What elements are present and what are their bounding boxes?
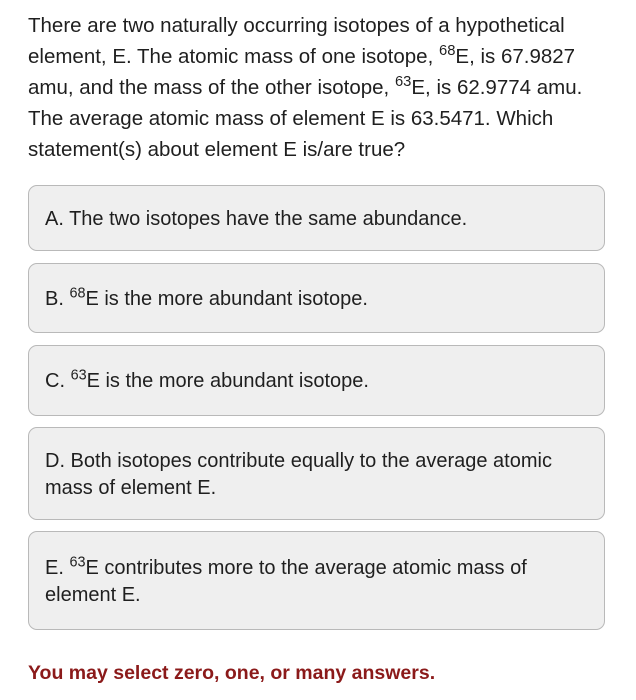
option-c-text: E is the more abundant isotope. bbox=[86, 370, 369, 392]
option-d-text: D. Both isotopes contribute equally to the average atomic mass of element E. bbox=[45, 449, 552, 499]
question-part-3: E, is 62.9774 amu. The average atomic mass of element E is 63.5471. Which statement(s) about element E is/are true? bbox=[28, 76, 583, 161]
answer-option-d[interactable] bbox=[28, 427, 605, 520]
answer-option-b[interactable] bbox=[28, 263, 605, 333]
option-e-prefix: E. bbox=[45, 556, 70, 579]
answer-option-d-label bbox=[29, 446, 604, 502]
option-b-prefix: B. bbox=[45, 287, 70, 310]
answer-option-e-label bbox=[29, 553, 604, 609]
option-b-text: E is the more abundant isotope. bbox=[85, 287, 368, 310]
isotope-68-mass-number: 68 bbox=[438, 43, 456, 60]
answer-option-c-label bbox=[29, 366, 381, 395]
option-a-text: A. The two isotopes have the same abundance. bbox=[45, 207, 468, 230]
question-part-1: There are two naturally occurring isotopes of a hypothetical element, E. The atomic mass of one isotope, bbox=[28, 14, 565, 68]
option-b-mass-number: 68 bbox=[69, 284, 86, 301]
question-text bbox=[28, 10, 618, 165]
answer-option-a-label bbox=[29, 204, 479, 233]
answer-option-b-label bbox=[29, 284, 380, 313]
answer-option-c[interactable] bbox=[28, 345, 605, 416]
answer-option-a[interactable] bbox=[28, 185, 605, 251]
option-e-mass-number: 63 bbox=[69, 553, 86, 570]
option-c-prefix: C. bbox=[45, 370, 71, 392]
isotope-63-mass-number: 63 bbox=[394, 74, 412, 91]
option-e-text: E contributes more to the average atomic mass of element E. bbox=[45, 556, 527, 606]
answer-option-e[interactable] bbox=[28, 531, 605, 630]
question-part-2: E, is 67.9827 amu, and the mass of the other isotope, bbox=[28, 45, 576, 99]
option-c-mass-number: 63 bbox=[70, 367, 87, 384]
selection-hint: You may select zero, one, or many answers. bbox=[28, 662, 436, 684]
